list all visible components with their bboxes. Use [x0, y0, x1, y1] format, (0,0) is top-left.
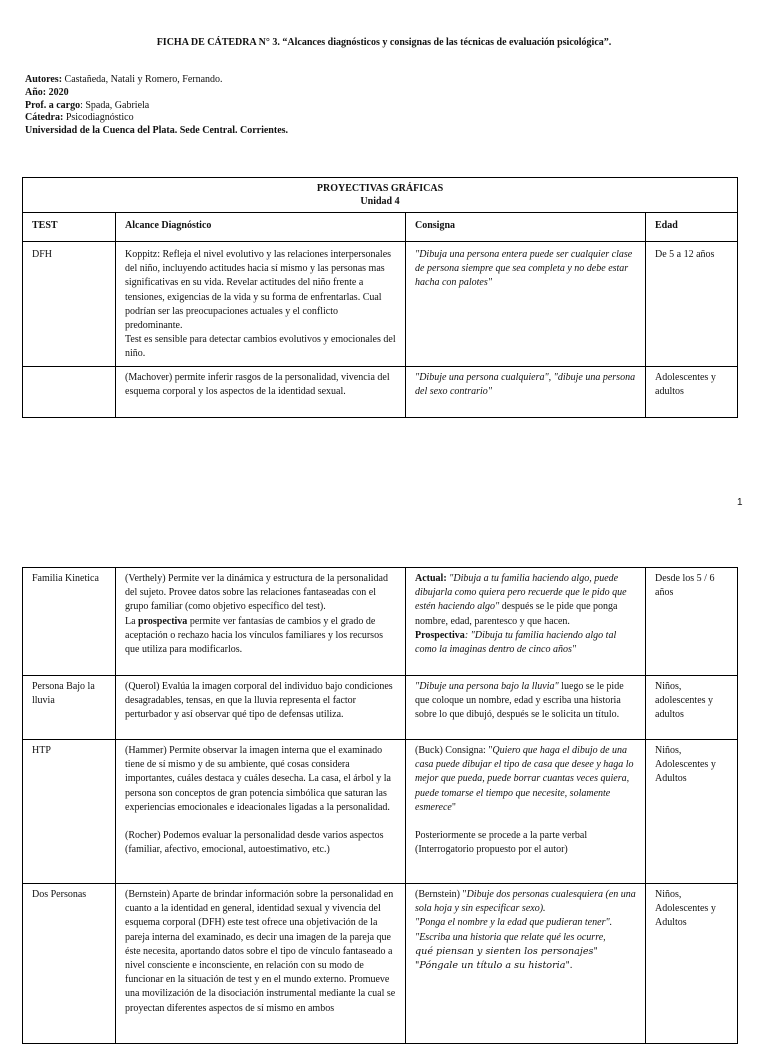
alcance-text: (Verthely) Permite ver la dinámica y estructura de la personalidad del sujeto. Provee datos sobre las relaciones fantaseadas con el grupo familiar (como objetivo específico del test).: [125, 573, 388, 613]
alcance-prefix: La: [125, 615, 139, 627]
consigna-cell: [406, 676, 646, 740]
consigna-quote-prospectiva: : "Dibuja tu familia haciendo algo tal como la imaginas dentro de cinco años": [415, 629, 617, 656]
alcance-cell: (Machover) permite inferir rasgos de la personalidad, vivencia del esquema corporal y los aspectos de la identidad sexual.: [116, 366, 406, 417]
edad-cell: Desde los 5 / 6 años: [646, 568, 738, 676]
consigna-quote-1: Dibuje dos personas cualesquiera (en una sola hoja y sin especificar sexo).: [415, 889, 636, 915]
alcance-bold: prospectiva: [138, 615, 188, 627]
consigna-actual: [415, 572, 637, 629]
professor-row: [25, 100, 288, 113]
edad-cell: Niños, Adolescentes y Adultos: [646, 740, 738, 884]
alcance-text: (Hammer) Permite observar la imagen interna que el examinado tiene de sí mismo y de su ambiente, qué cosas considera importantes, cuáles destaca y cuáles desecha. La casa, el árbol y la persona son conceptos de gran potencia simbólica que saturan las experiencias emocionales e ideacionales ligadas a la personalidad.: [125, 745, 391, 813]
table-subheading: Unidad 4: [360, 196, 400, 207]
consigna-line-1: [415, 888, 637, 916]
consigna-cell: [406, 884, 646, 1044]
alcance-cell: [116, 242, 406, 367]
consigna-suffix: ": [451, 801, 456, 813]
table-row: [23, 740, 738, 884]
column-header-row: [23, 213, 738, 242]
table-heading-row: [23, 178, 738, 213]
document-metadata: [25, 74, 288, 138]
consigna-label-prospectiva: Prospectiva: [415, 629, 465, 641]
graphic-projectives-table: [22, 177, 738, 418]
edad-cell: Niños, adolescentes y adultos: [646, 676, 738, 740]
test-cell: HTP: [23, 740, 116, 884]
professor-label: Prof. a cargo: [25, 99, 81, 111]
authors-label: Autores:: [25, 74, 63, 85]
consigna-cell: [406, 740, 646, 884]
consigna-label-actual: Actual:: [415, 573, 447, 584]
document-title: FICHA DE CÁTEDRA N° 3. “Alcances diagnósticos y consignas de las técnicas de evaluación psicológica”.: [156, 37, 612, 48]
authors-value: Castañeda, Natali y Romero, Fernando.: [64, 74, 223, 85]
test-cell: DFH: [23, 242, 116, 367]
alcance-text: Koppitz: Refleja el nivel evolutivo y las relaciones interpersonales del niño, incluyendo actitudes hacia sí mismo y las personas mas significativas en su vida. Revelar actitudes del niño frente a tensiones, exigencias de la vida y su forma de enfrentarlas. Cual podrían ser las preocupaciones actuales y el conflicto predominante.: [125, 249, 392, 332]
alcance-cell: [116, 740, 406, 884]
consigna-quote-4: qué piensan y sienten los personajes" "Póngale un título a su historia": [415, 945, 598, 972]
table-row: [23, 884, 738, 1044]
test-cell: [23, 366, 116, 417]
edad-cell: Niños, Adolescentes y Adultos: [646, 884, 738, 1044]
alcance-cell: (Querol) Evalúa la imagen corporal del individuo bajo condiciones desagradables, tensas, en que la lluvia representa el factor perturbador y así observar qué tipo de defensas utiliza.: [116, 676, 406, 740]
alcance-text-2: (Rocher) Podemos evaluar la personalidad desde varios aspectos (familiar, afectivo, emocional, autoestimativo, etc.): [125, 830, 384, 856]
consigna-cell: [406, 568, 646, 676]
catedra-label: Cátedra:: [25, 112, 64, 124]
catedra-row: [25, 112, 288, 125]
consigna-prefix: (Bernstein) ": [415, 889, 467, 900]
edad-cell: De 5 a 12 años: [646, 242, 738, 367]
consigna-rest-actual: después se le pide que ponga nombre, edad, parentesco y que hacen.: [415, 601, 618, 627]
consigna-text: [415, 744, 637, 815]
consigna-quote: "Dibuje una persona bajo la lluvia": [415, 681, 559, 692]
column-header-consigna: Consigna: [406, 213, 646, 242]
consigna-cell: "Dibuja una persona entera puede ser cualquier clase de persona siempre que sea completa y no debe estar hacha con palotes": [406, 242, 646, 367]
test-cell: Dos Personas: [23, 884, 116, 1044]
alcance-text-2: Test es sensible para detectar cambios evolutivos y emocionales del niño.: [125, 334, 396, 360]
university-row: [25, 125, 288, 138]
column-header-alcance: Alcance Diagnóstico: [116, 213, 406, 242]
consigna-end: .: [569, 960, 573, 972]
edad-cell: Adolescentes y adultos: [646, 366, 738, 417]
consigna-line-4: [415, 945, 637, 973]
consigna-quote-3: "Escriba una historia que relate qué les ocurre,: [415, 931, 606, 943]
consigna-rest: luego se le pide que coloque un nombre, edad y escriba una historia sobre lo que dibujó, después se le solicita un título.: [415, 681, 624, 721]
year-row: [25, 87, 288, 100]
catedra-value: Psicodiagnóstico: [65, 112, 134, 124]
table-heading: PROYECTIVAS GRÁFICAS: [316, 183, 444, 194]
authors-row: [25, 74, 288, 87]
alcance-cell: (Bernstein) Aparte de brindar información sobre la personalidad en cuanto a la identidad en general, identidad sexual y vivencia del esquema corporal (DFH) este test ofrece una objetivación de la pareja interna del examinado, es decir una imagen de la pareja que éste necesita, aportando datos sobre el tipo de vínculo fantaseado a nivel consciente e inconsciente, en relación con su modo de funcionar en la situación de test y en el mundo externo. Promueve una movilización de la disociación instrumental mediante la cual se proyectan diferentes aspectos de sí mismo en ambos: [116, 884, 406, 1044]
table-row: [23, 242, 738, 367]
table-row: [23, 366, 738, 417]
consigna-prospectiva: [415, 629, 637, 657]
consigna-quote: Quiero que haga el dibujo de una casa puede dibujar el tipo de casa que desee y haga lo mejor que pueda, puede borrar cuantas veces quiera, puede tomarse el tiempo que necesite, solamente esmerece: [415, 745, 634, 813]
alcance-text-2: [125, 615, 397, 658]
page-number: 1: [737, 497, 743, 508]
year-label: Año: 2020: [25, 86, 69, 98]
alcance-suffix: permite ver fantasías de cambios y el grado de aceptación o rechazo hacia los vínculos familiares y los recursos que utiliza para modificarlos.: [125, 615, 383, 656]
test-cell: Familia Kinetica: [23, 568, 116, 676]
consigna-cell: "Dibuje una persona cualquiera", "dibuje una persona del sexo contrario": [406, 366, 646, 417]
column-header-test: TEST: [23, 213, 116, 242]
consigna-quote-2: "Ponga el nombre y la edad que pudieran tener".: [415, 917, 613, 929]
alcance-cell: [116, 568, 406, 676]
table-row: [23, 676, 738, 740]
test-cell: Persona Bajo la lluvia: [23, 676, 116, 740]
consigna-prefix: (Buck) Consigna: ": [415, 745, 493, 756]
professor-value: : Spada, Gabriela: [80, 99, 150, 111]
consigna-text-2: Posteriormente se procede a la parte verbal (Interrogatorio propuesto por el autor): [415, 830, 588, 856]
table-row: [23, 568, 738, 676]
consigna-quote-actual: "Dibuja a tu familia haciendo algo, puede dibujarla como quiera pero recuerde que le pido que estén haciendo algo": [415, 573, 627, 613]
column-header-edad: Edad: [646, 213, 738, 242]
graphic-projectives-table-continued: [22, 567, 738, 1044]
university-value: Universidad de la Cuenca del Plata. Sede Central. Corrientes.: [25, 125, 289, 137]
